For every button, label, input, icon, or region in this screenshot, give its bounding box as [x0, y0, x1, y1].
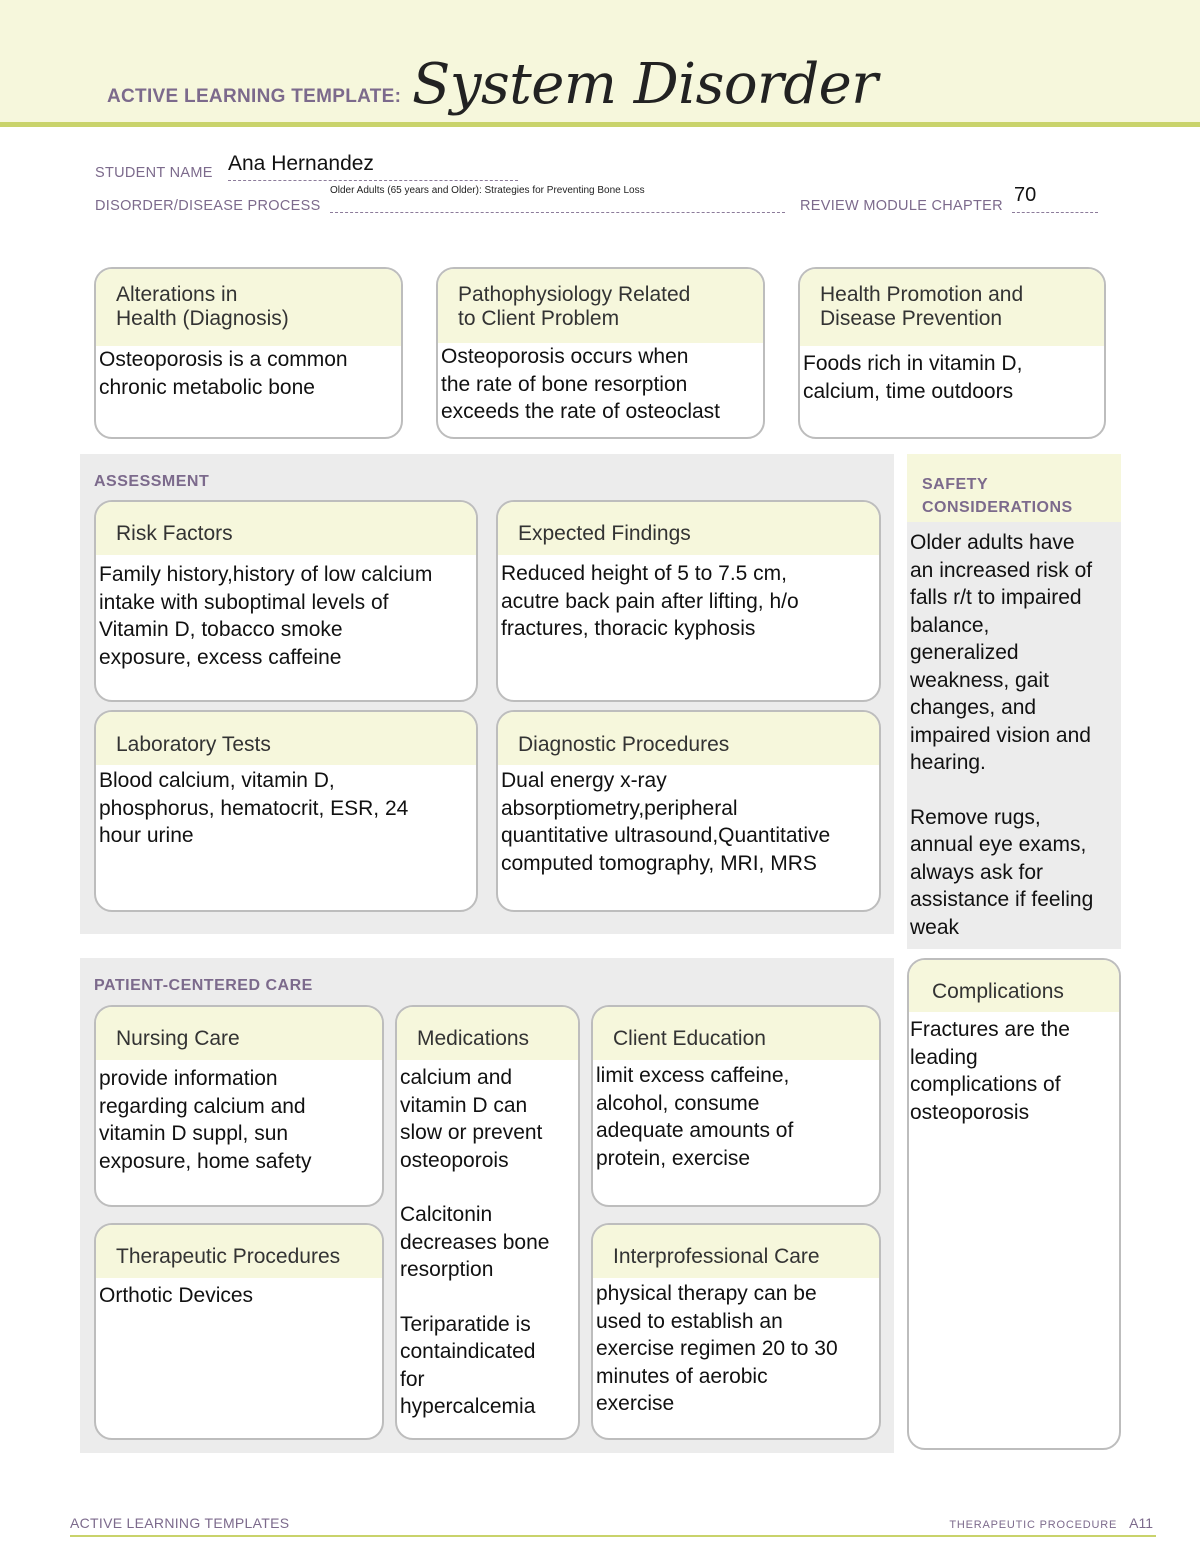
interprofessional-care-body[interactable] — [593, 1278, 879, 1418]
body-line: the rate of bone resorption — [441, 372, 688, 396]
body-line: containdicated — [400, 1340, 536, 1363]
body-line: regarding calcium and — [99, 1094, 306, 1118]
alterations-body[interactable] — [96, 346, 401, 401]
nursing-care-card — [94, 1005, 384, 1207]
body-line: used to establish an — [596, 1309, 783, 1333]
pathophysiology-card — [436, 267, 765, 439]
patient-care-title: PATIENT-CENTERED CARE — [94, 977, 313, 994]
body-line: vitamin D can — [400, 1093, 528, 1117]
risk-factors-body[interactable] — [96, 555, 476, 671]
paragraph-gap — [910, 777, 1120, 804]
body-line: decreases bone — [400, 1230, 550, 1254]
pathophysiology-card-head — [438, 269, 763, 343]
template-label: ACTIVE LEARNING TEMPLATE: — [107, 86, 402, 107]
student-name-label: STUDENT NAME — [95, 165, 213, 181]
laboratory-tests-head: Laboratory Tests — [96, 712, 476, 765]
body-line: generalized — [910, 641, 1019, 664]
health-promotion-card-head — [800, 269, 1104, 346]
body-line: adequate amounts of — [596, 1119, 794, 1142]
body-line: always ask for — [910, 860, 1044, 884]
interprofessional-care-head: Interprofessional Care — [593, 1225, 879, 1278]
body-line: balance, — [910, 613, 990, 637]
body-line: an increased risk of — [910, 558, 1093, 582]
body-line: leading — [910, 1045, 978, 1069]
pathophysiology-title-line1: Pathophysiology Related — [458, 283, 691, 306]
body-line: changes, and — [910, 696, 1037, 719]
body-line: exercise regimen 20 to 30 — [596, 1337, 838, 1360]
diagnostic-procedures-card — [496, 710, 881, 912]
body-line: Osteoporosis occurs when — [441, 345, 689, 368]
client-education-head: Client Education — [593, 1007, 879, 1060]
body-line: Fractures are the — [910, 1018, 1070, 1041]
body-line: fractures, thoracic kyphosis — [501, 617, 756, 640]
body-line: absorptiometry,peripheral — [501, 796, 738, 820]
footer-page-number: A11 — [1129, 1515, 1153, 1531]
health-promotion-body[interactable] — [800, 346, 1104, 405]
body-line: Remove rugs, — [910, 805, 1041, 829]
alterations-card-head — [96, 269, 401, 346]
body-line: quantitative ultrasound,Quantitative — [501, 824, 831, 847]
chapter-label: REVIEW MODULE CHAPTER — [800, 198, 1003, 214]
footer-rule — [70, 1535, 1156, 1537]
safety-title-line1: SAFETY — [922, 476, 989, 493]
alterations-title-line2: Health (Diagnosis) — [116, 307, 289, 330]
body-line: provide information — [99, 1067, 278, 1090]
body-line: phosphorus, hematocrit, ESR, 24 — [99, 796, 409, 820]
footer-section-label: THERAPEUTIC PROCEDURE — [949, 1519, 1118, 1531]
paragraph-gap — [400, 1284, 574, 1311]
client-education-body[interactable] — [593, 1060, 879, 1172]
body-line: for — [400, 1367, 425, 1391]
client-education-card — [591, 1005, 881, 1207]
body-line: vitamin D suppl, sun — [99, 1122, 289, 1145]
body-line: Orthotic Devices — [99, 1284, 254, 1307]
body-line: impaired vision and — [910, 723, 1091, 747]
student-name-field[interactable]: Ana Hernandez — [228, 152, 374, 175]
safety-body[interactable] — [910, 529, 1120, 941]
laboratory-tests-card — [94, 710, 478, 912]
body-line: weakness, gait — [910, 668, 1049, 692]
body-line: Blood calcium, vitamin D, — [99, 769, 335, 792]
expected-findings-card — [496, 500, 881, 702]
nursing-care-body[interactable] — [96, 1060, 382, 1175]
body-line: acutre back pain after lifting, h/o — [501, 589, 799, 613]
complications-card — [907, 958, 1121, 1450]
body-line: hour urine — [99, 824, 194, 847]
body-line: chronic metabolic bone — [99, 375, 315, 399]
student-name-line — [228, 180, 518, 181]
template-title: System Disorder — [412, 52, 878, 117]
assessment-title: ASSESSMENT — [94, 473, 210, 490]
expected-findings-body[interactable] — [498, 555, 879, 643]
risk-factors-head: Risk Factors — [96, 502, 476, 555]
health-promotion-card — [798, 267, 1106, 439]
chapter-line — [1012, 212, 1098, 213]
body-line: hypercalcemia — [400, 1395, 536, 1418]
paragraph-gap — [400, 1174, 574, 1201]
footer-right — [949, 1515, 1153, 1531]
body-line: exceeds the rate of osteoclast — [441, 400, 720, 423]
body-line: Osteoporosis is a common — [99, 348, 348, 371]
body-line: intake with suboptimal levels of — [99, 590, 389, 614]
body-line: assistance if feeling — [910, 888, 1094, 911]
body-line: exposure, home safety — [99, 1149, 312, 1173]
body-line: computed tomography, MRI, MRS — [501, 851, 817, 875]
body-line: Reduced height of 5 to 7.5 cm, — [501, 562, 788, 585]
body-line: Family history,history of low calcium — [99, 563, 433, 586]
body-line: physical therapy can be — [596, 1282, 817, 1305]
therapeutic-procedures-card — [94, 1223, 384, 1440]
disorder-field[interactable]: Older Adults (65 years and Older): Strategies for Preventing Bone Loss — [330, 185, 645, 196]
body-line: Vitamin D, tobacco smoke — [99, 618, 343, 641]
body-line: complications of — [910, 1073, 1061, 1096]
laboratory-tests-body[interactable] — [96, 765, 476, 850]
body-line: Dual energy x-ray — [501, 769, 667, 792]
body-line: protein, exercise — [596, 1146, 751, 1170]
body-line: hearing. — [910, 751, 986, 774]
body-line: minutes of aerobic — [596, 1364, 768, 1388]
body-line: falls r/t to impaired — [910, 586, 1082, 609]
body-line: limit excess caffeine, — [596, 1064, 790, 1087]
header-rule — [0, 122, 1200, 127]
alterations-card — [94, 267, 403, 439]
body-line: weak — [910, 915, 960, 939]
safety-title-line2: CONSIDERATIONS — [922, 499, 1073, 516]
risk-factors-card — [94, 500, 478, 702]
chapter-field[interactable]: 70 — [1014, 184, 1037, 206]
medications-card — [395, 1005, 580, 1440]
complications-head: Complications — [909, 960, 1119, 1012]
body-line: Calcitonin — [400, 1203, 493, 1226]
body-line: osteoporois — [400, 1148, 509, 1172]
diagnostic-procedures-head: Diagnostic Procedures — [498, 712, 879, 765]
diagnostic-procedures-body[interactable] — [498, 765, 879, 877]
expected-findings-head: Expected Findings — [498, 502, 879, 555]
alterations-title-line1: Alterations in — [116, 283, 238, 306]
body-line: Older adults have — [910, 531, 1075, 554]
body-line: exercise — [596, 1392, 675, 1415]
medications-head: Medications — [397, 1007, 578, 1060]
body-line: alcohol, consume — [596, 1091, 760, 1115]
medications-body[interactable] — [397, 1060, 578, 1421]
therapeutic-procedures-head: Therapeutic Procedures — [96, 1225, 382, 1278]
therapeutic-procedures-body[interactable] — [96, 1278, 382, 1310]
complications-body[interactable] — [909, 1012, 1119, 1126]
body-line: exposure, excess caffeine — [99, 645, 342, 669]
health-promotion-title-line1: Health Promotion and — [820, 283, 1024, 306]
body-line: Teriparatide is — [400, 1312, 531, 1336]
safety-title — [922, 473, 1073, 519]
disorder-line — [330, 212, 785, 213]
nursing-care-head: Nursing Care — [96, 1007, 382, 1060]
pathophysiology-body[interactable] — [438, 343, 763, 426]
body-line: slow or prevent — [400, 1121, 543, 1144]
disorder-label: DISORDER/DISEASE PROCESS — [95, 198, 321, 214]
body-line: calcium and — [400, 1066, 513, 1089]
interprofessional-care-card — [591, 1223, 881, 1440]
pathophysiology-title-line2: to Client Problem — [458, 307, 620, 330]
footer-left: ACTIVE LEARNING TEMPLATES — [70, 1515, 290, 1531]
body-line: resorption — [400, 1258, 494, 1281]
health-promotion-title-line2: Disease Prevention — [820, 307, 1003, 330]
body-line: Foods rich in vitamin D, — [803, 352, 1023, 375]
body-line: osteoporosis — [910, 1100, 1030, 1124]
body-line: annual eye exams, — [910, 833, 1087, 856]
body-line: calcium, time outdoors — [803, 379, 1014, 403]
